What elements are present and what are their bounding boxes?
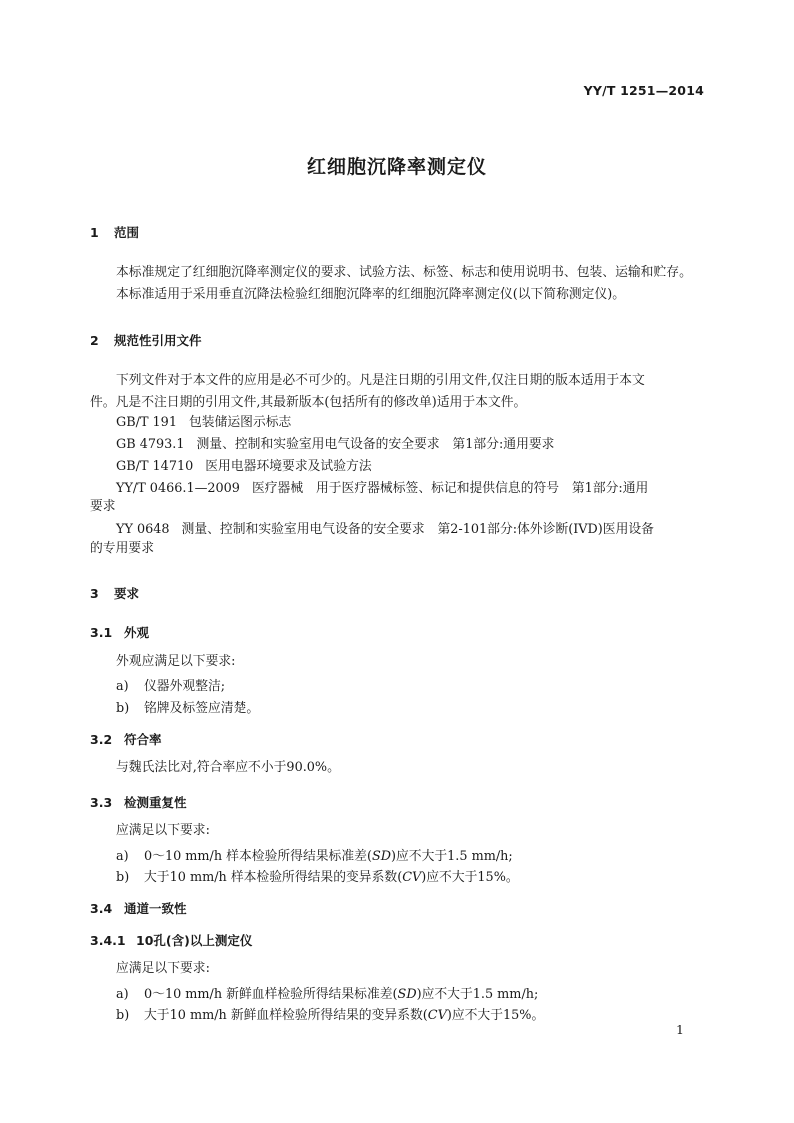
list-marker: a) xyxy=(116,987,129,1002)
document-title: 红细胞沉降率测定仪 xyxy=(306,156,487,178)
paragraph: 应满足以下要求: xyxy=(116,961,210,976)
paragraph: 应满足以下要求: xyxy=(116,823,210,838)
variable-symbol: CV xyxy=(427,1008,447,1023)
list-text: 0～10 mm/h 样本检验所得结果标准差( xyxy=(144,849,372,864)
section-2-heading xyxy=(90,331,202,349)
list-text: )应不大于15%。 xyxy=(446,1008,545,1023)
subsection-3-4-heading xyxy=(90,899,187,917)
paragraph: 下列文件对于本文件的应用是必不可少的。凡是注日期的引用文件,仅注日期的版本适用于本文 xyxy=(116,373,645,388)
section-number: 1 xyxy=(90,225,99,240)
page-number: 1 xyxy=(676,1022,684,1037)
subsection-3-1-heading xyxy=(90,623,149,641)
list-text: 仪器外观整洁; xyxy=(144,679,226,694)
section-number: 2 xyxy=(90,333,99,348)
list-marker: a) xyxy=(116,849,129,864)
list-marker: a) xyxy=(116,679,129,694)
variable-symbol: SD xyxy=(371,849,391,864)
subsection-number: 3.1 xyxy=(90,625,113,640)
section-title: 范围 xyxy=(114,225,140,240)
standard-code: YY/T 1251—2014 xyxy=(583,83,704,98)
paragraph: 外观应满足以下要求: xyxy=(116,654,236,669)
reference-continuation: 的专用要求 xyxy=(90,541,154,556)
list-item xyxy=(116,866,519,885)
reference-title: 医用电器环境要求及试验方法 xyxy=(205,459,372,474)
list-item xyxy=(116,983,538,1002)
reference-code: YY/T 0466.1—2009 xyxy=(116,481,240,496)
reference-title: 医疗器械 用于医疗器械标签、标记和提供信息的符号 第1部分:通用 xyxy=(251,481,649,496)
subsection-title: 符合率 xyxy=(124,732,162,747)
reference-continuation: 要求 xyxy=(90,499,116,514)
section-1-heading xyxy=(90,223,139,241)
subsection-3-3-heading xyxy=(90,793,187,811)
subsection-number: 3.4.1 xyxy=(90,933,126,948)
reference-item xyxy=(116,518,654,537)
list-text: 0～10 mm/h 新鲜血样检验所得结果标准差( xyxy=(144,987,398,1002)
section-title: 要求 xyxy=(114,586,140,601)
list-text: 铭牌及标签应清楚。 xyxy=(144,701,260,716)
subsection-number: 3.3 xyxy=(90,795,113,810)
reference-item xyxy=(116,477,648,496)
list-text: )应不大于1.5 mm/h; xyxy=(390,849,513,864)
section-title: 规范性引用文件 xyxy=(114,333,202,348)
list-text: )应不大于1.5 mm/h; xyxy=(416,987,539,1002)
list-text: 大于10 mm/h 新鲜血样检验所得结果的变异系数( xyxy=(144,1008,428,1023)
reference-item xyxy=(116,411,291,430)
reference-title: 测量、控制和实验室用电气设备的安全要求 第2-101部分:体外诊断(IVD)医用设备 xyxy=(181,522,654,537)
subsection-3-4-1-heading xyxy=(90,931,252,949)
reference-item xyxy=(116,433,554,452)
section-number: 3 xyxy=(90,586,99,601)
list-marker: b) xyxy=(116,1008,130,1023)
list-marker: b) xyxy=(116,870,130,885)
list-text: 大于10 mm/h 样本检验所得结果的变异系数( xyxy=(144,870,403,885)
list-item xyxy=(116,697,259,716)
reference-code: GB/T 14710 xyxy=(116,459,194,474)
list-item xyxy=(116,845,513,864)
subsection-number: 3.4 xyxy=(90,901,113,916)
list-item xyxy=(116,1004,544,1023)
variable-symbol: SD xyxy=(397,987,417,1002)
paragraph: 本标准规定了红细胞沉降率测定仪的要求、试验方法、标签、标志和使用说明书、包装、运输和贮存。 xyxy=(116,265,692,280)
subsection-title: 外观 xyxy=(124,625,150,640)
list-marker: b) xyxy=(116,701,130,716)
reference-code: YY 0648 xyxy=(116,522,170,537)
subsection-title: 检测重复性 xyxy=(124,795,187,810)
paragraph: 件。凡是不注日期的引用文件,其最新版本(包括所有的修改单)适用于本文件。 xyxy=(90,395,527,410)
variable-symbol: CV xyxy=(402,870,422,885)
reference-title: 包装储运图示标志 xyxy=(188,415,292,430)
list-text: )应不大于15%。 xyxy=(421,870,519,885)
subsection-title: 通道一致性 xyxy=(124,901,187,916)
reference-code: GB/T 191 xyxy=(116,415,177,430)
paragraph: 本标准适用于采用垂直沉降法检验红细胞沉降率的红细胞沉降率测定仪(以下简称测定仪)。 xyxy=(116,287,626,302)
subsection-3-2-heading xyxy=(90,730,162,748)
paragraph: 与魏氏法比对,符合率应不小于90.0%。 xyxy=(116,760,340,775)
section-3-heading xyxy=(90,584,139,602)
subsection-title: 10孔(含)以上测定仪 xyxy=(136,933,253,948)
list-item xyxy=(116,675,225,694)
subsection-number: 3.2 xyxy=(90,732,113,747)
reference-title: 测量、控制和实验室用电气设备的安全要求 第1部分:通用要求 xyxy=(196,437,555,452)
reference-item xyxy=(116,455,372,474)
reference-code: GB 4793.1 xyxy=(116,437,185,452)
